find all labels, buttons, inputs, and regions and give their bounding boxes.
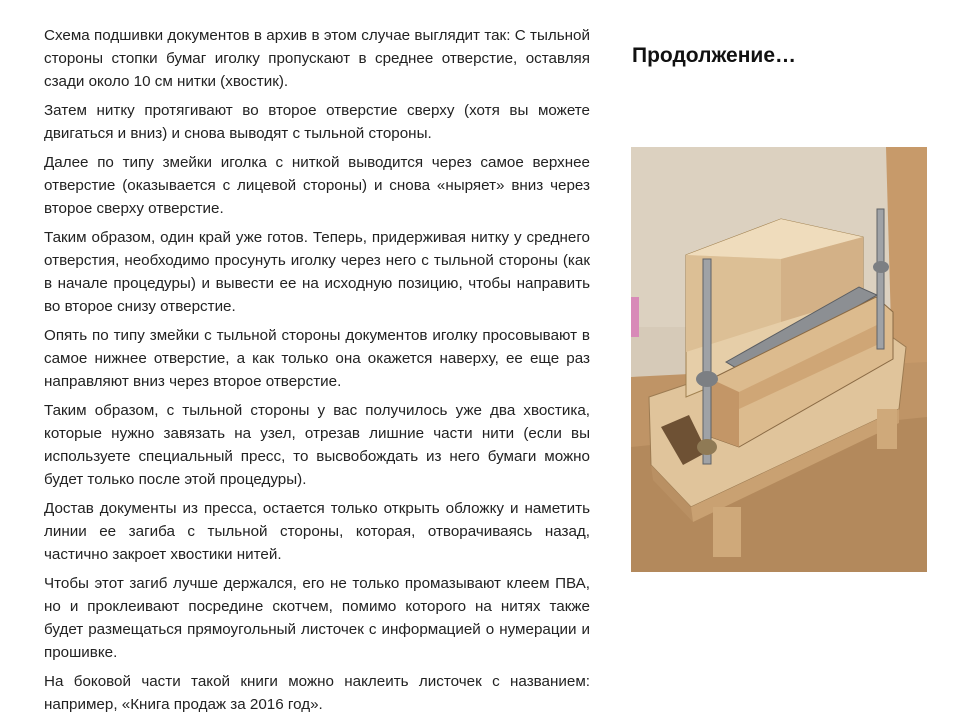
paragraph-6: Таким образом, с тыльной стороны у вас получилось уже два хвостика, которые нужно завязать на узел, отрезав лишние части нити (если вы используете специальный пресс, то высвобождать из него бумаги можно будет только после этой процедуры). [44, 402, 590, 488]
press-nut-left [696, 371, 718, 387]
press-nut-right [873, 261, 889, 273]
paragraph-1: Схема подшивки документов в архив в этом случае выглядит так: С тыльной стороны стопки бумаг иголку пропускают в среднее отверстие, оставляя сзади около 10 см нитки (хвостик). [44, 27, 590, 90]
paragraph-5: Опять по типу змейки с тыльной стороны документов иголку просовывают в самое нижнее отверстие, а как только она окажется наверху, ее еще раз направляют вниз через второе отверстие. [44, 327, 590, 390]
paragraph-3: Далее по типу змейки иголка с ниткой выводится через самое верхнее отверстие (оказывается с лицевой стороны) и снова «ныряет» вниз через второе сверху отверстие. [44, 154, 590, 217]
press-rod-right [877, 209, 884, 349]
press-leg-left [713, 507, 741, 557]
press-photo [631, 147, 927, 572]
paragraph-2: Затем нитку протягивают во второе отверстие сверху (хотя вы можете двигаться и вниз) и снова выводят с тыльной стороны. [44, 102, 590, 142]
paragraph-4: Таким образом, один край уже готов. Теперь, придерживая нитку у среднего отверстия, необходимо просунуть иголку через него с тыльной стороны (как в начале процедуры) и вывести ее на исходную позицию, чтобы направить во второе снизу отверстие. [44, 229, 590, 315]
paragraph-9: На боковой части такой книги можно наклеить листочек с названием: например, «Книга продаж за 2016 год». [44, 673, 590, 713]
press-rod-left [703, 259, 711, 464]
paragraph-8: Чтобы этот загиб лучше держался, его не только промазывают клеем ПВА, но и проклеивают посредине скотчем, помимо которого на нитях также будет размещаться прямоугольный листочек с информацией о нумерации и прошивке. [44, 575, 590, 661]
press-leg-right [877, 409, 897, 449]
paragraph-7: Достав документы из пресса, остается только открыть обложку и наметить линии ее загиба с тыльной стороны, которая, отворачиваясь назад, частично закроет хвостики нитей. [44, 500, 590, 563]
body-text [44, 24, 590, 722]
slide-title: Продолжение… [632, 44, 797, 67]
photo-flower [631, 297, 639, 337]
press-illustration [631, 147, 927, 572]
